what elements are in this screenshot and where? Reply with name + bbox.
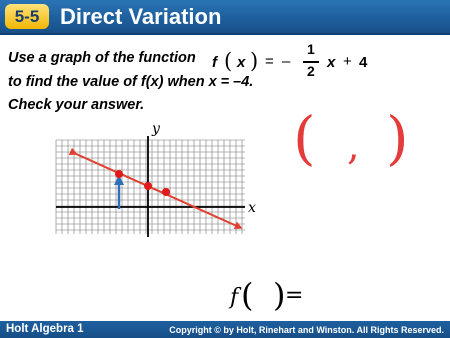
- answer-f: f: [230, 285, 239, 310]
- fx-close-paren: ): [250, 49, 259, 73]
- footer-course: Holt Algebra 1: [6, 323, 84, 335]
- fx-equals: =: [265, 53, 274, 70]
- answer-open-paren: (: [241, 276, 254, 314]
- section-badge: 5-5: [5, 4, 49, 29]
- answer-close-paren: ): [273, 276, 286, 314]
- ordered-pair-close: ): [386, 104, 409, 172]
- graph-point: [144, 182, 152, 190]
- fx-plus: +: [343, 53, 352, 70]
- fx-x: x: [237, 54, 246, 71]
- ordered-pair-comma: ,: [347, 123, 360, 169]
- fx-constant: 4: [359, 54, 368, 71]
- page-title: Direct Variation: [60, 4, 222, 29]
- graph-point: [162, 188, 170, 196]
- problem-line-2: to find the value of f(x) when x = –4.: [8, 74, 254, 90]
- answer-equals: =: [285, 283, 304, 308]
- fx-open-paren: (: [224, 49, 233, 73]
- footer-copyright: Copyright © by Holt, Rinehart and Winston. All Rights Reserved.: [169, 325, 444, 335]
- y-axis-label: y: [152, 121, 160, 137]
- ordered-pair-open: (: [293, 104, 316, 172]
- fx-x2: x: [327, 54, 336, 71]
- problem-line-1: Use a graph of the function: [8, 50, 196, 66]
- fx-numerator: 1: [307, 41, 315, 57]
- graph-point: [115, 170, 123, 178]
- fx-f: f: [212, 54, 217, 71]
- footer-bar: [0, 321, 450, 338]
- fx-minus: –: [282, 53, 291, 70]
- fx-denominator: 2: [307, 63, 315, 79]
- problem-line-3: Check your answer.: [8, 97, 145, 113]
- x-axis-label: x: [248, 200, 256, 216]
